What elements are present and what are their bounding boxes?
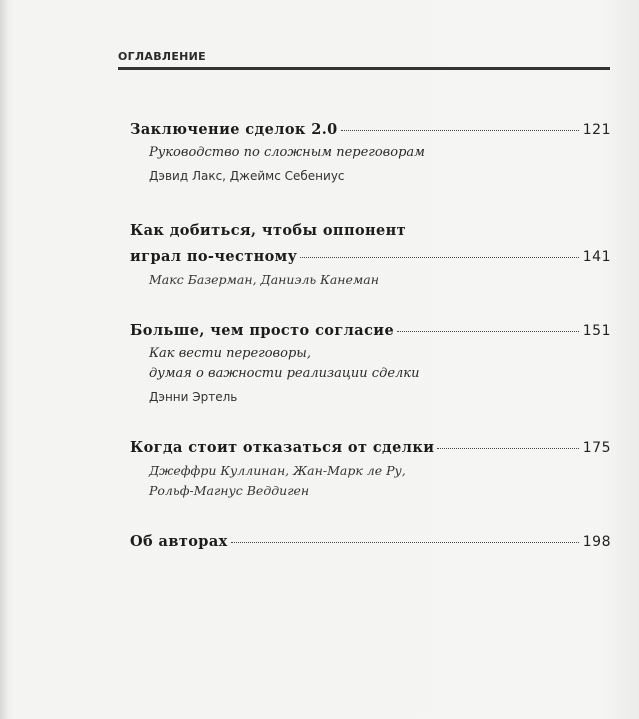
toc-authors: Макс Базерман, Даниэль Канеман (149, 272, 379, 287)
page-number: 151 (582, 323, 611, 339)
toc-title: Заключение сделок 2.0 (130, 121, 338, 138)
table-of-contents (130, 117, 611, 583)
toc-title-line[interactable] (130, 244, 611, 270)
toc-entry (130, 529, 611, 555)
toc-entry (130, 117, 611, 186)
page-number: 141 (582, 249, 611, 265)
toc-title: Об авторах (130, 533, 228, 550)
toc-title-line[interactable] (130, 529, 611, 555)
page-number: 198 (582, 534, 611, 550)
toc-authors: Дэвид Лакс, Джеймс Себениус (149, 169, 345, 183)
dot-leader (397, 331, 579, 332)
toc-subtitle: Как вести переговоры, (149, 346, 311, 361)
toc-title[interactable]: Как добиться, чтобы оппонент (130, 222, 407, 239)
section-header: ОГЛАВЛЕНИЕ (118, 50, 206, 63)
page-edge-shadow (0, 0, 8, 719)
toc-title: Больше, чем просто согласие (130, 322, 395, 339)
toc-title: Когда стоит отказаться от сделки (130, 439, 435, 456)
toc-title-line[interactable] (130, 117, 611, 143)
toc-entry (130, 218, 611, 290)
toc-authors: Дэнни Эртель (149, 390, 238, 404)
toc-title-line[interactable] (130, 318, 611, 344)
page-number: 121 (582, 122, 611, 138)
dot-leader (437, 448, 578, 449)
page-number: 175 (582, 440, 611, 456)
toc-authors-continued: Рольф-Магнус Веддиген (149, 483, 310, 498)
dot-leader (231, 542, 579, 543)
toc-entry (130, 435, 611, 501)
toc-subtitle-continued: думая о важности реализации сделки (149, 366, 420, 381)
toc-subtitle: Руководство по сложным переговорам (149, 145, 425, 160)
dot-leader (341, 130, 579, 131)
toc-title-continued: играл по-честному (130, 248, 298, 265)
header-rule (118, 67, 610, 70)
toc-authors: Джеффри Куллинан, Жан-Марк ле Ру, (149, 463, 406, 478)
toc-entry (130, 318, 611, 407)
dot-leader (300, 257, 578, 258)
toc-title-line[interactable] (130, 435, 611, 461)
